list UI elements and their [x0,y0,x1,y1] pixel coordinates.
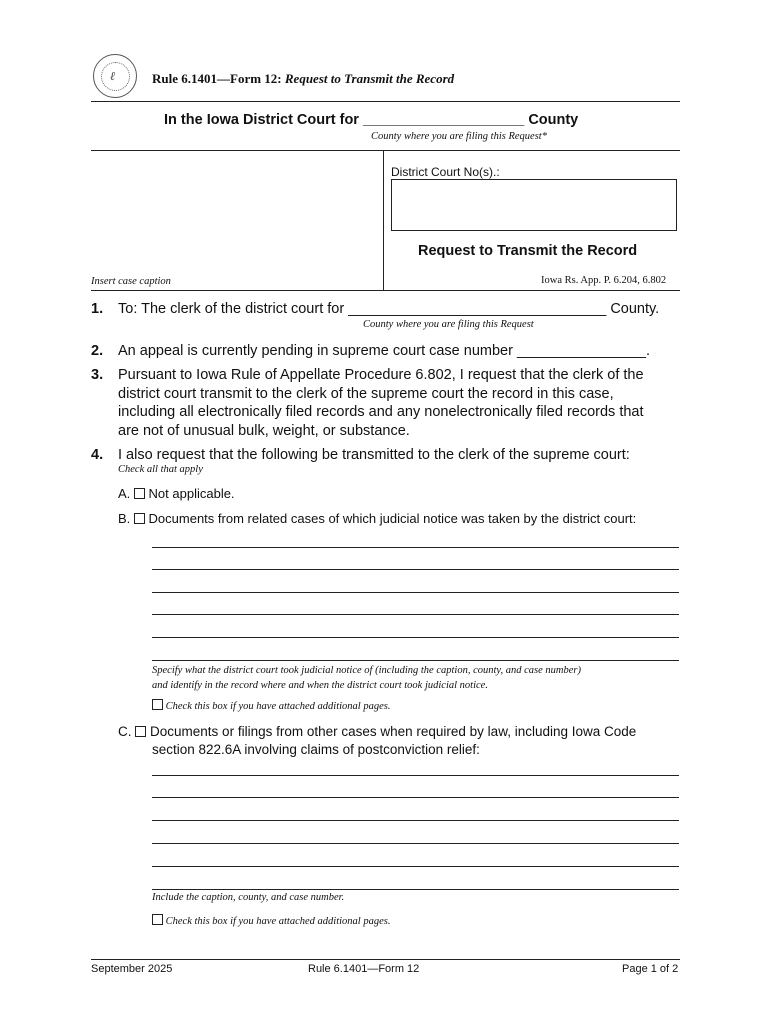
court-prefix: In the Iowa District Court for [164,112,359,128]
item-3-line: district court transmit to the clerk of the supreme court the record in this case, [118,385,614,402]
footer-page: Page 1 of 2 [622,963,679,975]
item-3-paragraph [118,366,644,440]
option-c-line-1: Documents or filings from other cases when required by law, including Iowa Code [150,724,637,739]
caption-top-rule [91,150,680,151]
county-blank[interactable]: ____________________ [362,112,525,128]
option-c-entry-line[interactable] [152,843,679,844]
footer-form: Rule 6.1401—Form 12 [308,963,420,975]
rule-title: Request to Transmit the Record [284,71,455,86]
footer-rule [91,959,680,960]
option-c-attach-checkbox[interactable] [152,914,163,925]
citation: Iowa Rs. App. P. 6.204, 6.802 [541,275,667,286]
option-b-letter: B. [118,511,131,526]
court-line [164,112,578,128]
option-a-letter: A. [118,486,131,501]
option-b-hint [152,663,581,693]
caption-bottom-rule [91,290,680,291]
option-b-entry-line[interactable] [152,637,679,638]
option-c-entry-line[interactable] [152,889,679,890]
item-3-line: are not of unusual bulk, weight, or substance. [118,422,410,439]
item-1-county-blank[interactable]: ________________________________ [348,301,607,317]
caption-divider [383,150,384,291]
item-1-number: 1. [91,301,104,317]
item-2-text[interactable]: An appeal is currently pending in supreme court case number ________________. [118,343,651,359]
option-b [118,511,636,526]
option-b-entry-line[interactable] [152,547,679,548]
item-1-hint: County where you are filing this Request [363,319,534,330]
option-c-entry-line[interactable] [152,797,679,798]
option-a-label: Not applicable. [148,486,235,501]
option-b-attach-checkbox[interactable] [152,699,163,710]
option-c-attach [152,914,390,927]
option-b-hint-line: Specify what the district court took judicial notice of (including the caption, county, and case number) [152,665,581,676]
item-3-line: including all electronically filed records and any nonelectronically filed records that [118,404,644,420]
option-b-entry-line[interactable] [152,592,679,593]
form-title: Request to Transmit the Record [418,243,638,259]
option-c-checkbox[interactable] [135,726,146,737]
footer-date: September 2025 [91,963,173,975]
option-b-entry-line[interactable] [152,660,679,661]
item-3-number: 3. [91,367,104,383]
option-c [118,723,636,741]
option-c-entry-line[interactable] [152,820,679,821]
option-c-attach-label: Check this box if you have attached additional pages. [165,916,391,927]
option-c-entry-line[interactable] [152,775,679,776]
item-1-suffix: County. [610,301,660,317]
option-a-checkbox[interactable] [134,488,145,499]
option-b-entry-line[interactable] [152,569,679,570]
court-seal: ℓ [93,54,137,98]
option-b-entry-line[interactable] [152,614,679,615]
item-4-number: 4. [91,447,104,463]
item-3-line: Pursuant to Iowa Rule of Appellate Procedure 6.802, I request that the clerk of the [118,367,644,383]
option-b-attach-label: Check this box if you have attached additional pages. [165,701,391,712]
item-2-number: 2. [91,343,104,359]
district-label: District Court No(s).: [391,165,500,179]
option-b-checkbox[interactable] [134,513,145,524]
header-rule [91,101,680,102]
item-4-text: I also request that the following be transmitted to the clerk of the supreme court: [118,447,630,463]
rule-prefix: Rule 6.1401—Form 12: [152,71,285,86]
option-c-hint: Include the caption, county, and case number. [152,892,345,903]
rule-header [152,71,454,87]
insert-caption-hint: Insert case caption [91,276,171,287]
option-b-attach [152,699,390,712]
item-1-text [118,300,659,319]
option-a [118,486,235,501]
court-suffix: County [528,112,579,128]
item-4-hint: Check all that apply [118,464,203,475]
option-b-hint-line: and identify in the record where and when the district court took judicial notice. [152,680,488,691]
option-c-letter: C. [118,724,132,739]
option-b-label: Documents from related cases of which judicial notice was taken by the district court: [148,511,637,526]
county-hint: County where you are filing this Request* [371,131,547,142]
item-1-label: To: The clerk of the district court for [118,301,345,317]
district-number-field[interactable] [391,179,677,231]
option-c-entry-line[interactable] [152,866,679,867]
option-c-line-2: section 822.6A involving claims of postconviction relief: [152,742,480,757]
